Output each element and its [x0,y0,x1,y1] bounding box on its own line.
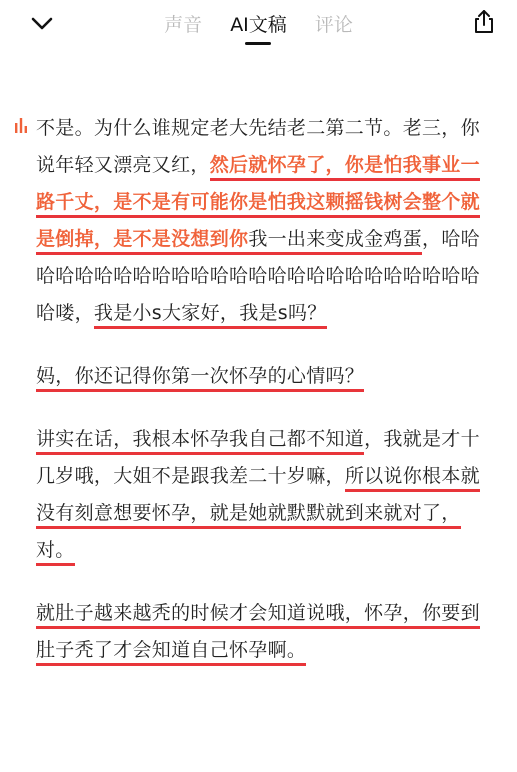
transcript-paragraph [36,358,488,395]
transcript-sentence[interactable]: 就肚子越来越秃的时候才会知道说哦，怀孕，你要到肚子秃了才会知道自己怀孕啊。 [36,602,480,666]
top-bar [0,0,517,46]
transcript-sentence[interactable]: 讲实在话，我根本怀孕我自己都不知道 [36,428,364,455]
transcript-sentence[interactable]: 妈，你还记得你第一次怀孕的心情吗？ [36,365,364,392]
transcript-paragraph [36,110,488,332]
tab-ai-transcript[interactable]: AI文稿 [230,10,287,37]
transcript-highlighted-sentence[interactable]: 然后就怀孕了，你是怕我事业一路千丈，是不是有可能你是怕我这颗摇钱树会整个就是倒掉，是不是没想到你 [36,154,480,255]
share-icon[interactable] [470,8,498,36]
transcript-paragraph [36,595,488,669]
transcript-sentence[interactable]: 所以说你根本就没有刻意想要怀孕，就是她就默默就到来就对了，对。 [36,465,480,566]
transcript-sentence[interactable]: ，哈哈哈哈哈哈哈哈哈哈哈哈哈哈哈哈哈哈哈哈哈哈哈哈哈哈喽， [36,228,480,324]
transcript-sentence[interactable]: 我一出来变成金鸡蛋 [248,228,422,255]
transcript-paragraph [36,421,488,569]
audio-playing-icon [14,117,28,133]
transcript-sentence[interactable]: 不是。为什么谁规定老大先结老二第二节。老三，你说年轻又漂亮又红， [36,117,480,176]
tab-audio[interactable]: 声音 [164,14,203,36]
transcript-sentence[interactable]: 我是小s大家好，我是s吗？ [94,302,327,329]
transcript-body [36,110,488,695]
tab-comments[interactable]: 评论 [314,14,353,36]
transcript-sentence[interactable]: ，我就是才十几岁哦，大姐不是跟我差二十岁嘛， [36,428,480,487]
tab-bar [0,10,517,37]
